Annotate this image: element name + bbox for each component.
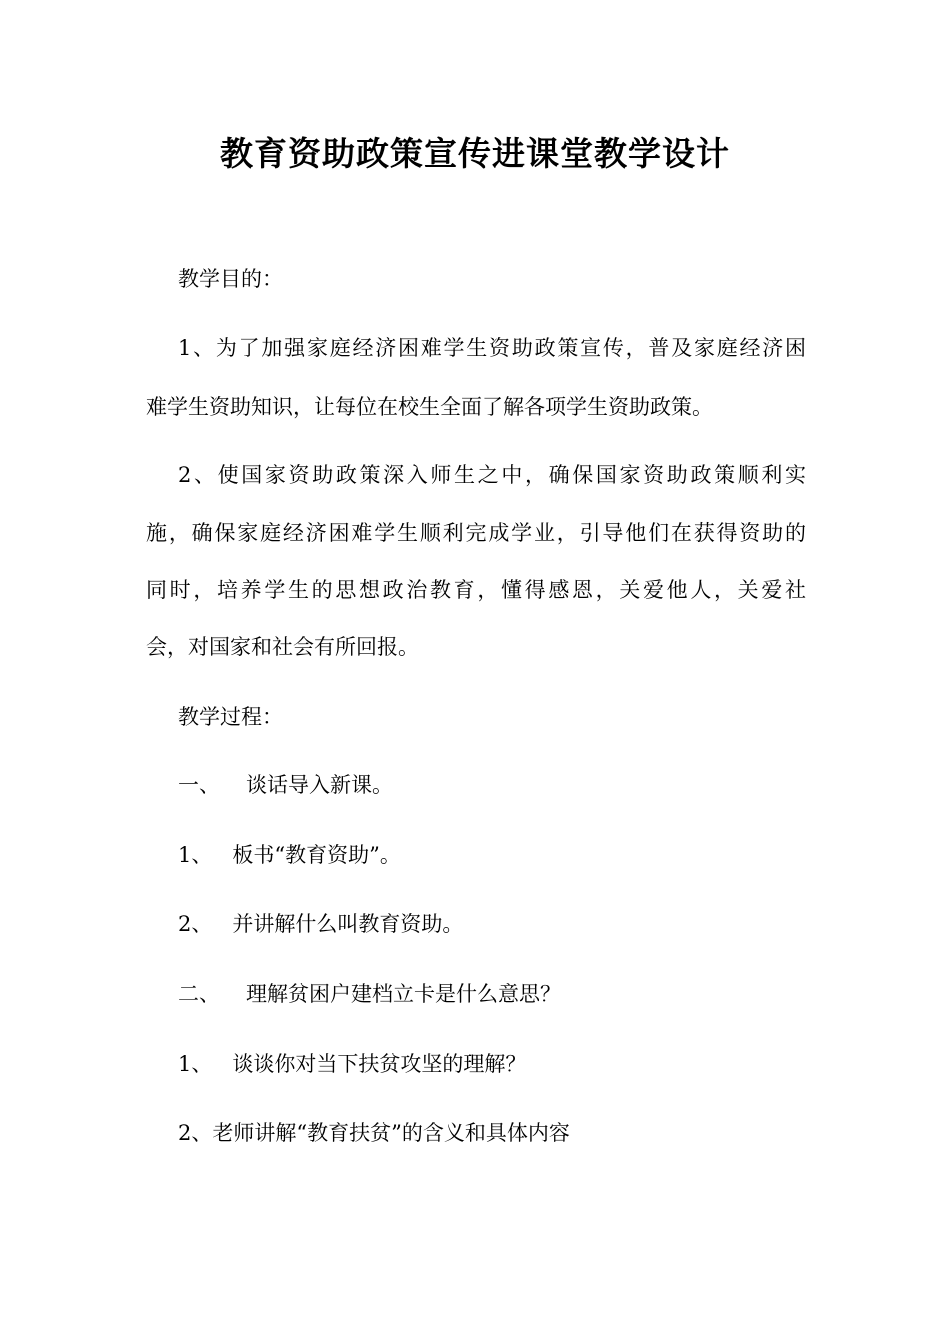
section-1-item-1	[178, 838, 401, 872]
section-1-item-2-text: 并讲解什么叫教育资助。	[232, 912, 464, 936]
section-2-item-1-number: 1、	[178, 1052, 213, 1076]
section-2-item-1-text: 谈谈你对当下扶贫攻坚的理解？	[232, 1052, 527, 1076]
section-2-item-1	[178, 1047, 526, 1081]
objective-1-line-1: 1、为了加强家庭经济困难学生资助政策宣传，普及家庭经济困	[178, 336, 806, 360]
section-2-text: 理解贫困户建档立卡是什么意思？	[246, 982, 561, 1006]
objective-heading: 教学目的：	[178, 267, 283, 291]
section-1-item-2-number: 2、	[178, 912, 213, 936]
section-2-heading	[178, 977, 561, 1011]
section-1-number: 一、	[178, 773, 220, 797]
section-1-item-1-text: 板书“教育资助”。	[232, 843, 401, 867]
section-1-item-2	[178, 907, 463, 941]
objective-2-line-1: 2、使国家资助政策深入师生之中，确保国家资助政策顺利实	[178, 463, 806, 487]
section-1-item-1-number: 1、	[178, 843, 213, 867]
section-1-heading	[178, 768, 393, 802]
objective-2-line-4: 会，对国家和社会有所回报。	[146, 635, 419, 659]
process-heading: 教学过程：	[178, 705, 283, 729]
objective-2-line-3: 同时，培养学生的思想政治教育，懂得感恩，关爱他人，关爱社	[146, 578, 806, 602]
section-2-item-2: 2、老师讲解“教育扶贫”的含义和具体内容	[178, 1121, 570, 1145]
objective-1-line-2: 难学生资助知识，让每位在校生全面了解各项学生资助政策。	[146, 395, 713, 419]
objective-2-line-2: 施，确保家庭经济困难学生顺利完成学业，引导他们在获得资助的	[146, 521, 806, 545]
section-2-number: 二、	[178, 982, 220, 1006]
document-title: 教育资助政策宣传进课堂教学设计	[220, 134, 730, 173]
section-1-text: 谈话导入新课。	[246, 773, 393, 797]
